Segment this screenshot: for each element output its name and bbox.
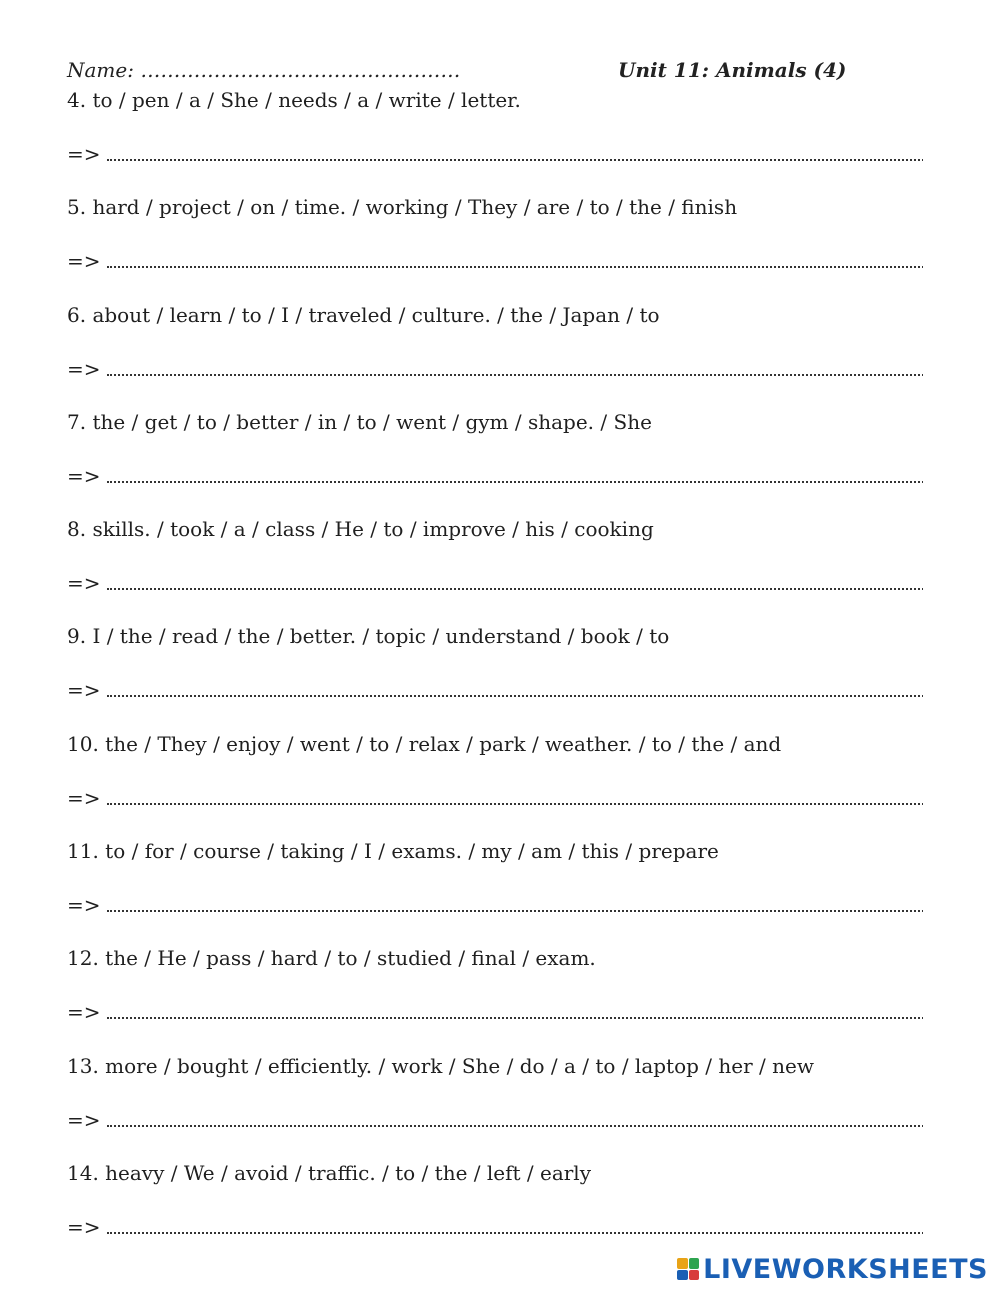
question-text: 7. the / get / to / better / in / to / went / gym / shape. / She bbox=[67, 409, 652, 434]
answer-prefix: => bbox=[67, 356, 101, 381]
logo-tile bbox=[677, 1270, 688, 1281]
answer-line[interactable] bbox=[67, 569, 923, 597]
answer-blank[interactable] bbox=[107, 570, 923, 590]
answer-line[interactable] bbox=[67, 462, 923, 490]
answer-line[interactable] bbox=[67, 998, 923, 1026]
question-text: 10. the / They / enjoy / went / to / relax / park / weather. / to / the / and bbox=[67, 731, 782, 756]
question-text: 13. more / bought / efficiently. / work / She / do / a / to / laptop / her / new bbox=[67, 1053, 814, 1078]
answer-line[interactable] bbox=[67, 1213, 923, 1241]
answer-prefix: => bbox=[67, 785, 101, 810]
answer-line[interactable] bbox=[67, 355, 923, 383]
answer-blank[interactable] bbox=[107, 999, 923, 1019]
answer-blank[interactable] bbox=[107, 248, 923, 268]
question-text: 8. skills. / took / a / class / He / to / improve / his / cooking bbox=[67, 517, 654, 542]
question-item bbox=[67, 86, 923, 193]
question-item bbox=[67, 515, 923, 622]
answer-blank[interactable] bbox=[107, 1214, 923, 1234]
answer-prefix: => bbox=[67, 678, 101, 703]
question-item bbox=[67, 944, 923, 1051]
answer-prefix: => bbox=[67, 893, 101, 918]
answer-blank[interactable] bbox=[107, 892, 923, 912]
answer-line[interactable] bbox=[67, 140, 923, 168]
question-text: 14. heavy / We / avoid / traffic. / to / the / left / early bbox=[67, 1160, 592, 1185]
answer-blank[interactable] bbox=[107, 141, 923, 161]
question-item bbox=[67, 193, 923, 300]
logo-tile bbox=[689, 1258, 700, 1269]
answer-prefix: => bbox=[67, 1000, 101, 1025]
answer-prefix: => bbox=[67, 1107, 101, 1132]
answer-line[interactable] bbox=[67, 676, 923, 704]
answer-prefix: => bbox=[67, 249, 101, 274]
answer-blank[interactable] bbox=[107, 463, 923, 483]
question-item bbox=[67, 837, 923, 944]
answer-line[interactable] bbox=[67, 247, 923, 275]
answer-line[interactable] bbox=[67, 891, 923, 919]
answer-prefix: => bbox=[67, 571, 101, 596]
question-item bbox=[67, 1159, 923, 1266]
question-text: 5. hard / project / on / time. / working / They / are / to / the / finish bbox=[67, 195, 738, 220]
answer-line[interactable] bbox=[67, 1106, 923, 1134]
question-item bbox=[67, 730, 923, 837]
answer-line[interactable] bbox=[67, 784, 923, 812]
question-item bbox=[67, 301, 923, 408]
answer-prefix: => bbox=[67, 1214, 101, 1239]
answer-blank[interactable] bbox=[107, 356, 923, 376]
question-list bbox=[67, 86, 923, 1266]
question-text: 4. to / pen / a / She / needs / a / write / letter. bbox=[67, 88, 521, 112]
logo-mark-icon bbox=[677, 1258, 699, 1280]
logo-tile bbox=[689, 1270, 700, 1281]
question-text: 6. about / learn / to / I / traveled / culture. / the / Japan / to bbox=[67, 302, 660, 327]
logo-wordmark: LIVEWORKSHEETS bbox=[703, 1253, 988, 1285]
question-item bbox=[67, 622, 923, 729]
worksheet-header bbox=[67, 58, 927, 88]
unit-title: Unit 11: Animals (4) bbox=[618, 58, 847, 82]
name-field-label: Name: ………………………………………… bbox=[67, 58, 461, 82]
answer-prefix: => bbox=[67, 142, 101, 166]
question-text: 9. I / the / read / the / better. / topic / understand / book / to bbox=[67, 624, 670, 649]
question-item bbox=[67, 1052, 923, 1159]
answer-blank[interactable] bbox=[107, 1107, 923, 1127]
logo-tile bbox=[677, 1258, 688, 1269]
answer-blank[interactable] bbox=[107, 677, 923, 697]
question-item bbox=[67, 408, 923, 515]
question-text: 11. to / for / course / taking / I / exams. / my / am / this / prepare bbox=[67, 839, 719, 864]
answer-blank[interactable] bbox=[107, 785, 923, 805]
answer-prefix: => bbox=[67, 463, 101, 488]
question-text: 12. the / He / pass / hard / to / studied / final / exam. bbox=[67, 946, 596, 971]
liveworksheets-logo bbox=[677, 1253, 988, 1285]
